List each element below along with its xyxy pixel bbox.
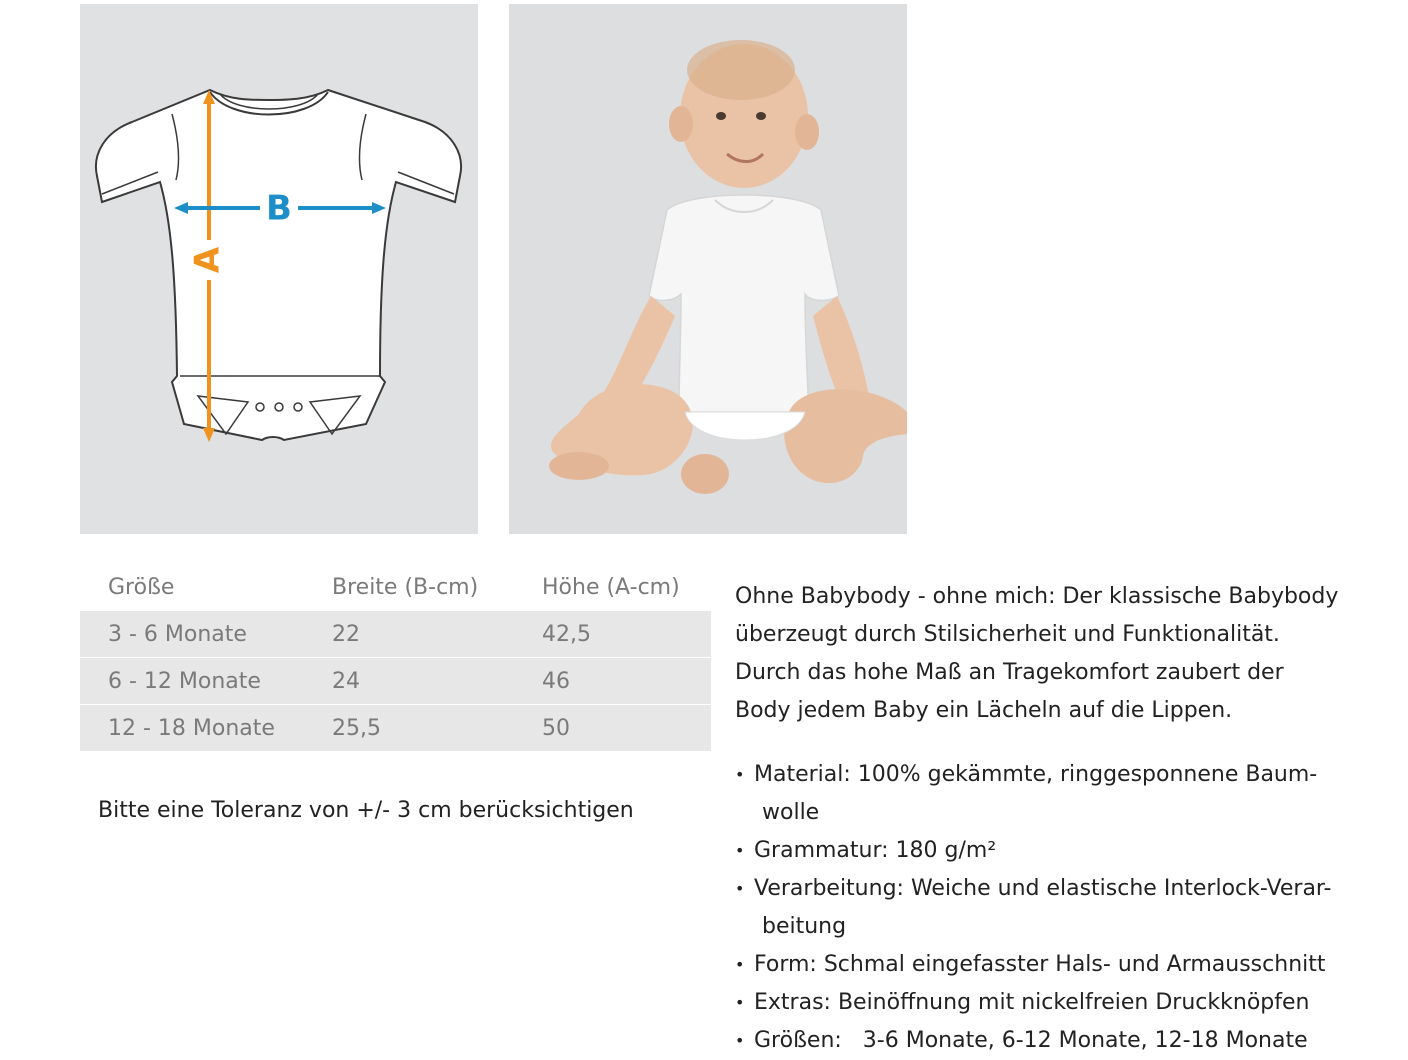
table-cell-size: 6 - 12 Monate <box>80 658 304 705</box>
feature-list <box>735 756 1355 1060</box>
feature-text-continued: beitung <box>762 914 847 939</box>
column-header-width: Breite (B-cm) <box>332 574 479 600</box>
feature-text: Verarbeitung: Weiche und elastische Interlock-Verar- <box>754 876 1332 901</box>
bodysuit-outline <box>96 90 461 440</box>
description-line: Body jedem Baby ein Lächeln auf die Lippen. <box>735 698 1233 723</box>
feature-text: Form: Schmal eingefasster Hals- und Armausschnitt <box>754 952 1326 977</box>
table-row <box>80 705 711 752</box>
feature-text: Extras: Beinöffnung mit nickelfreien Druckknöpfen <box>754 990 1310 1015</box>
description-line: Durch das hohe Maß an Tragekomfort zaubert der <box>735 660 1284 685</box>
feature-text: Grammatur: 180 g/m² <box>754 838 997 863</box>
feature-item-sizes <box>735 1022 1355 1060</box>
feature-item-extras <box>735 984 1355 1022</box>
feature-text: Material: 100% gekämmte, ringgesponnene Baum- <box>754 762 1318 787</box>
table-cell-height: 42,5 <box>514 611 711 658</box>
table-cell-width: 25,5 <box>304 705 514 752</box>
table-cell-size: 3 - 6 Monate <box>80 611 304 658</box>
table-cell-width: 22 <box>304 611 514 658</box>
description-line: Ohne Babybody - ohne mich: Der klassische Babybody <box>735 584 1339 609</box>
size-diagram-panel <box>80 4 478 534</box>
product-photo <box>509 4 907 534</box>
table-cell-size: 12 - 18 Monate <box>80 705 304 752</box>
height-label: A <box>187 246 228 274</box>
size-table <box>80 564 711 751</box>
width-label: B <box>266 188 292 229</box>
feature-item-processing <box>735 870 1355 946</box>
column-header-size: Größe <box>108 574 175 600</box>
feature-text-continued: wolle <box>762 800 820 825</box>
description-line: überzeugt durch Stilsicherheit und Funktionalität. <box>735 622 1280 647</box>
table-cell-height: 50 <box>514 705 711 752</box>
table-cell-width: 24 <box>304 658 514 705</box>
feature-item-form <box>735 946 1355 984</box>
table-row <box>80 611 711 658</box>
table-row <box>80 658 711 705</box>
table-header-row <box>80 564 711 611</box>
column-header-height: Höhe (A-cm) <box>542 574 680 600</box>
feature-item-material <box>735 756 1355 832</box>
feature-item-grammage <box>735 832 1355 870</box>
tolerance-note: Bitte eine Toleranz von +/- 3 cm berücksichtigen <box>98 798 634 823</box>
bodysuit-diagram <box>80 4 478 534</box>
baby-photo-illustration <box>509 4 907 534</box>
feature-text: Größen: 3-6 Monate, 6-12 Monate, 12-18 Monate <box>754 1028 1308 1053</box>
table-cell-height: 46 <box>514 658 711 705</box>
product-description <box>735 578 1345 730</box>
